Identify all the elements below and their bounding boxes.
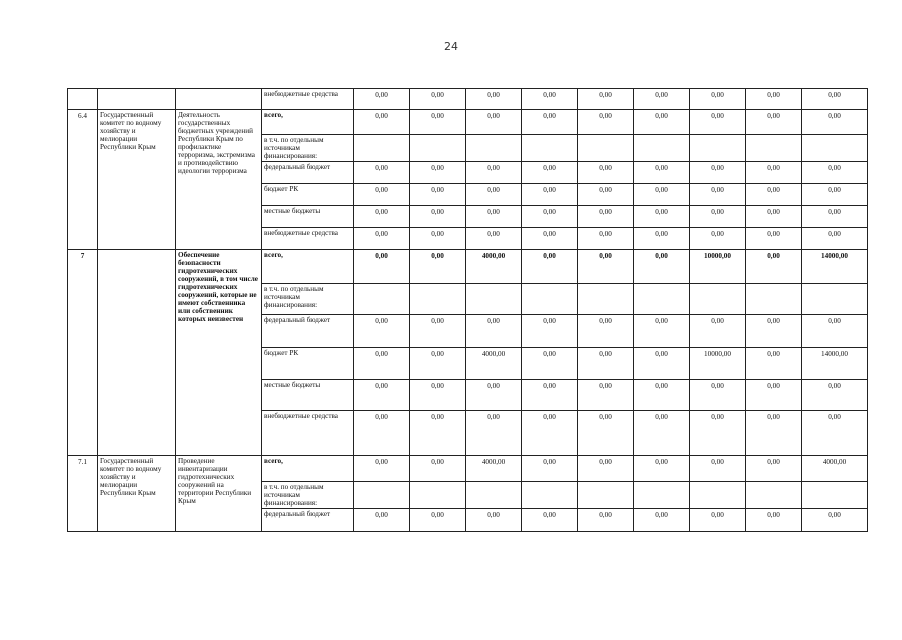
- table-row: [68, 110, 868, 135]
- cell-value: 0,00: [466, 228, 522, 250]
- cell-activity: [176, 89, 262, 110]
- cell-value: 0,00: [578, 162, 634, 184]
- cell-value: 0,00: [802, 162, 868, 184]
- cell-value: 0,00: [802, 206, 868, 228]
- cell-value: 0,00: [746, 250, 802, 284]
- cell-value: 0,00: [802, 184, 868, 206]
- cell-value: 0,00: [578, 456, 634, 482]
- cell-value: [746, 482, 802, 509]
- cell-value: 0,00: [746, 89, 802, 110]
- cell-value: [410, 482, 466, 509]
- cell-value: 0,00: [578, 509, 634, 532]
- cell-value: [802, 135, 868, 162]
- cell-value: 0,00: [354, 89, 410, 110]
- cell-source: федеральный бюджет: [262, 315, 354, 348]
- cell-source: всего,: [262, 456, 354, 482]
- cell-value: 0,00: [634, 110, 690, 135]
- cell-value: 0,00: [690, 509, 746, 532]
- cell-value: 0,00: [354, 411, 410, 456]
- cell-source: местные бюджеты: [262, 380, 354, 411]
- cell-executor: [98, 89, 176, 110]
- cell-value: 0,00: [466, 509, 522, 532]
- cell-value: 0,00: [578, 315, 634, 348]
- cell-value: 0,00: [802, 228, 868, 250]
- cell-value: 0,00: [578, 184, 634, 206]
- cell-value: 14000,00: [802, 348, 868, 380]
- cell-value: 10000,00: [690, 250, 746, 284]
- cell-value: 0,00: [578, 380, 634, 411]
- cell-value: 0,00: [354, 315, 410, 348]
- cell-value: 0,00: [522, 348, 578, 380]
- cell-value: 0,00: [354, 380, 410, 411]
- table-row: [68, 250, 868, 284]
- cell-value: 0,00: [578, 89, 634, 110]
- cell-value: 0,00: [690, 380, 746, 411]
- cell-value: 0,00: [746, 348, 802, 380]
- cell-value: 4000,00: [466, 250, 522, 284]
- cell-value: [410, 135, 466, 162]
- cell-value: [690, 482, 746, 509]
- cell-value: 0,00: [690, 89, 746, 110]
- cell-executor: Государственный комитет по водному хозяйству и мелиорации Республики Крым: [98, 456, 176, 532]
- cell-value: 0,00: [466, 89, 522, 110]
- cell-value: [410, 284, 466, 315]
- cell-value: 0,00: [522, 380, 578, 411]
- cell-value: [354, 135, 410, 162]
- cell-source: бюджет РК: [262, 184, 354, 206]
- cell-value: [578, 482, 634, 509]
- cell-num: 7.1: [68, 456, 98, 532]
- cell-value: [354, 284, 410, 315]
- cell-value: 4000,00: [802, 456, 868, 482]
- cell-value: [802, 482, 868, 509]
- cell-source: внебюджетные средства: [262, 89, 354, 110]
- cell-num: 7: [68, 250, 98, 456]
- cell-value: 0,00: [634, 315, 690, 348]
- cell-value: 0,00: [522, 162, 578, 184]
- cell-value: 0,00: [578, 110, 634, 135]
- cell-value: [690, 284, 746, 315]
- cell-value: 0,00: [634, 228, 690, 250]
- cell-value: 0,00: [354, 110, 410, 135]
- cell-value: [634, 284, 690, 315]
- cell-source: внебюджетные средства: [262, 411, 354, 456]
- cell-activity: Деятельность государственных бюджетных учреждений Республики Крым по профилактике терроризма, экстремизма и противодействию идеологии терроризма: [176, 110, 262, 250]
- cell-value: 0,00: [354, 348, 410, 380]
- cell-value: [746, 284, 802, 315]
- cell-value: 0,00: [410, 348, 466, 380]
- cell-value: 4000,00: [466, 348, 522, 380]
- cell-value: [522, 135, 578, 162]
- cell-value: 0,00: [466, 315, 522, 348]
- cell-value: [634, 482, 690, 509]
- cell-value: 0,00: [522, 228, 578, 250]
- cell-value: 0,00: [466, 206, 522, 228]
- cell-value: 4000,00: [466, 456, 522, 482]
- cell-value: 0,00: [410, 380, 466, 411]
- cell-value: 0,00: [522, 250, 578, 284]
- cell-value: 0,00: [410, 456, 466, 482]
- cell-value: 0,00: [690, 184, 746, 206]
- cell-value: 0,00: [746, 380, 802, 411]
- cell-value: 0,00: [746, 228, 802, 250]
- cell-value: 0,00: [802, 380, 868, 411]
- cell-value: 0,00: [410, 184, 466, 206]
- cell-value: 0,00: [802, 411, 868, 456]
- cell-value: 0,00: [690, 315, 746, 348]
- cell-value: 0,00: [354, 456, 410, 482]
- cell-value: 0,00: [410, 162, 466, 184]
- cell-value: 0,00: [410, 228, 466, 250]
- cell-value: 0,00: [634, 184, 690, 206]
- cell-source: федеральный бюджет: [262, 162, 354, 184]
- cell-value: 0,00: [410, 89, 466, 110]
- cell-source: в т.ч. по отдельным источникам финансирования:: [262, 284, 354, 315]
- cell-value: [466, 135, 522, 162]
- cell-executor: [98, 250, 176, 456]
- cell-value: 0,00: [354, 184, 410, 206]
- cell-num: 6.4: [68, 110, 98, 250]
- cell-activity: Обеспечение безопасности гидротехнических сооружений, в том числе гидротехнических сооружений, которые не имеют собственника или собственник которых неизвестен: [176, 250, 262, 456]
- cell-value: 0,00: [466, 162, 522, 184]
- cell-value: 10000,00: [690, 348, 746, 380]
- table-row: [68, 89, 868, 110]
- cell-value: 0,00: [634, 509, 690, 532]
- cell-value: 0,00: [410, 206, 466, 228]
- cell-value: 0,00: [578, 411, 634, 456]
- cell-value: 0,00: [578, 228, 634, 250]
- cell-value: 0,00: [522, 509, 578, 532]
- cell-value: 0,00: [690, 411, 746, 456]
- cell-value: 0,00: [354, 162, 410, 184]
- cell-value: 0,00: [690, 110, 746, 135]
- cell-value: 0,00: [802, 110, 868, 135]
- cell-value: 0,00: [466, 411, 522, 456]
- cell-value: 0,00: [410, 110, 466, 135]
- cell-value: 0,00: [746, 206, 802, 228]
- cell-value: [802, 284, 868, 315]
- cell-source: местные бюджеты: [262, 206, 354, 228]
- cell-value: [634, 135, 690, 162]
- cell-value: 0,00: [522, 411, 578, 456]
- cell-value: 0,00: [634, 456, 690, 482]
- cell-value: 0,00: [578, 250, 634, 284]
- page-number: 24: [444, 40, 458, 53]
- cell-source: федеральный бюджет: [262, 509, 354, 532]
- cell-value: 0,00: [634, 250, 690, 284]
- cell-value: 0,00: [746, 456, 802, 482]
- budget-table: [67, 88, 868, 532]
- cell-value: 0,00: [690, 206, 746, 228]
- cell-value: 0,00: [522, 315, 578, 348]
- cell-value: [522, 284, 578, 315]
- cell-value: 0,00: [522, 89, 578, 110]
- cell-value: 0,00: [746, 411, 802, 456]
- cell-value: 0,00: [522, 206, 578, 228]
- cell-value: 0,00: [690, 456, 746, 482]
- cell-value: 0,00: [802, 89, 868, 110]
- cell-value: 0,00: [634, 348, 690, 380]
- cell-value: 0,00: [354, 250, 410, 284]
- cell-activity: Проведение инвентаризации гидротехнических сооружений на территории Республики Крым: [176, 456, 262, 532]
- cell-value: 0,00: [354, 228, 410, 250]
- cell-value: 0,00: [634, 206, 690, 228]
- cell-value: 0,00: [578, 206, 634, 228]
- cell-value: 0,00: [802, 509, 868, 532]
- cell-value: 0,00: [690, 162, 746, 184]
- cell-value: 0,00: [410, 250, 466, 284]
- cell-source: внебюджетные средства: [262, 228, 354, 250]
- cell-value: 0,00: [746, 184, 802, 206]
- cell-value: 0,00: [746, 110, 802, 135]
- cell-value: 0,00: [466, 110, 522, 135]
- cell-executor: Государственный комитет по водному хозяйству и мелиорации Республики Крым: [98, 110, 176, 250]
- cell-value: 0,00: [354, 509, 410, 532]
- cell-value: 0,00: [634, 162, 690, 184]
- cell-value: 0,00: [634, 411, 690, 456]
- cell-source: всего,: [262, 250, 354, 284]
- cell-value: 0,00: [634, 380, 690, 411]
- cell-value: [746, 135, 802, 162]
- cell-value: [578, 284, 634, 315]
- cell-value: 0,00: [802, 315, 868, 348]
- cell-value: [466, 482, 522, 509]
- cell-value: [354, 482, 410, 509]
- cell-value: [522, 482, 578, 509]
- cell-value: 0,00: [522, 110, 578, 135]
- cell-value: [690, 135, 746, 162]
- cell-value: 0,00: [522, 184, 578, 206]
- table-row: [68, 456, 868, 482]
- cell-value: 0,00: [522, 456, 578, 482]
- cell-value: 0,00: [466, 184, 522, 206]
- cell-value: 0,00: [354, 206, 410, 228]
- cell-source: в т.ч. по отдельным источникам финансирования:: [262, 135, 354, 162]
- cell-value: [578, 135, 634, 162]
- cell-source: всего,: [262, 110, 354, 135]
- cell-value: 0,00: [578, 348, 634, 380]
- cell-source: бюджет РК: [262, 348, 354, 380]
- cell-num: [68, 89, 98, 110]
- cell-value: 0,00: [410, 509, 466, 532]
- cell-value: 14000,00: [802, 250, 868, 284]
- cell-value: 0,00: [746, 162, 802, 184]
- cell-value: 0,00: [410, 315, 466, 348]
- cell-value: 0,00: [466, 380, 522, 411]
- cell-source: в т.ч. по отдельным источникам финансирования:: [262, 482, 354, 509]
- cell-value: 0,00: [746, 315, 802, 348]
- cell-value: 0,00: [690, 228, 746, 250]
- cell-value: 0,00: [634, 89, 690, 110]
- cell-value: 0,00: [746, 509, 802, 532]
- cell-value: 0,00: [410, 411, 466, 456]
- cell-value: [466, 284, 522, 315]
